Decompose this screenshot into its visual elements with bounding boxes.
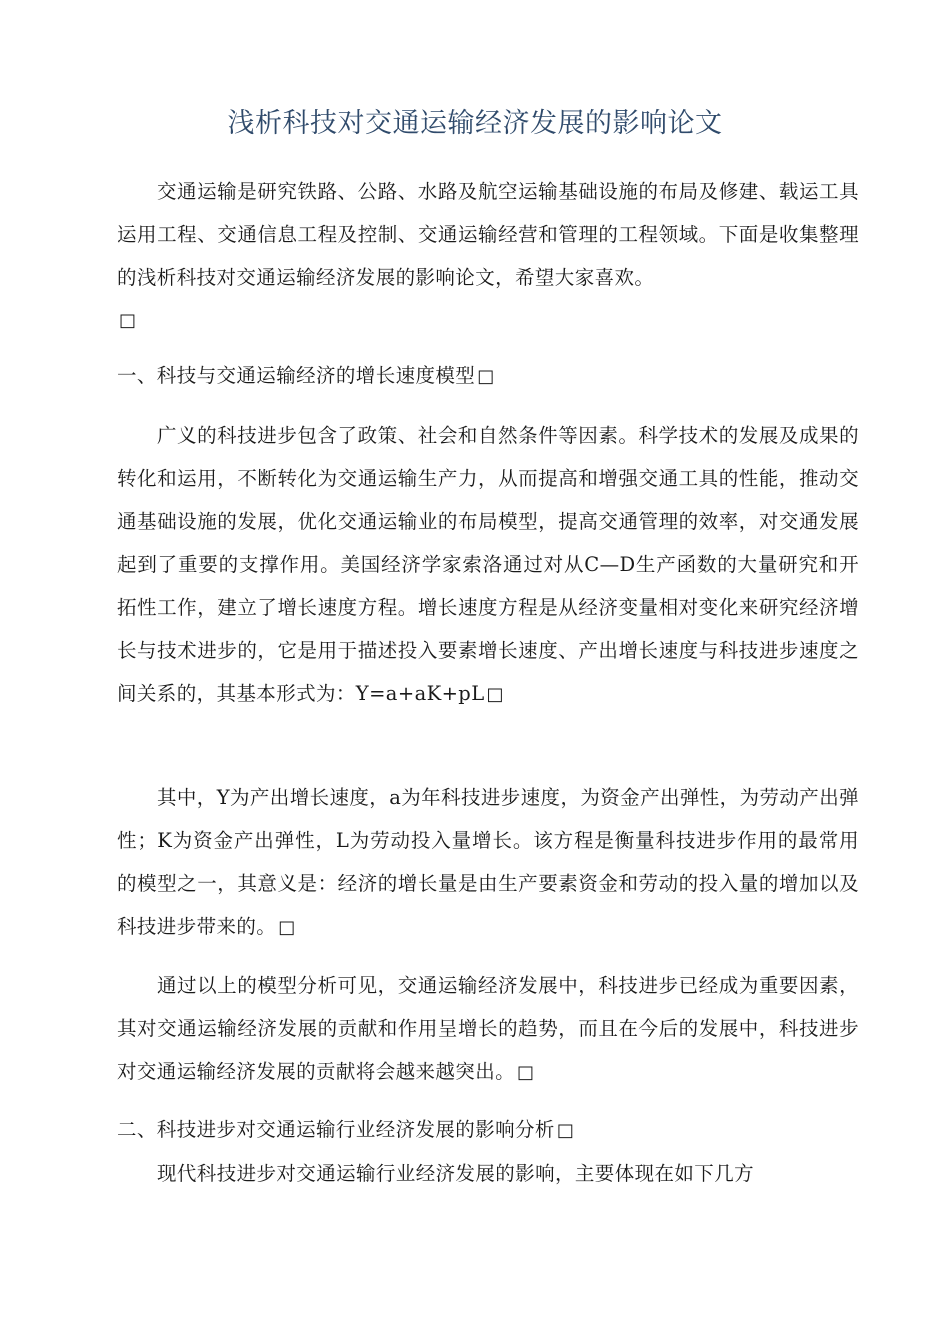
section1-paragraph-2-text: 其中，Y为产出增长速度，a为年科技进步速度，为资金产出弹性，为劳动产出弹性；K为资金产出弹性，L为劳动投入量增长。该方程是衡量科技进步作用的最常用的模型之一，其意义是：经济的增长量是由生产要素资金和劳动的投入量的增加以及科技进步带来的。 bbox=[117, 786, 859, 938]
section1-paragraph-2 bbox=[117, 776, 859, 949]
section-heading-2 bbox=[117, 1108, 859, 1152]
section2-paragraph-1-text: 现代科技进步对交通运输行业经济发展的影响，主要体现在如下几方 bbox=[157, 1162, 755, 1185]
paragraph-marker: □ bbox=[556, 1120, 575, 1141]
section1-paragraph-3-text: 通过以上的模型分析可见，交通运输经济发展中，科技进步已经成为重要因素，其对交通运输经济发展的贡献和作用呈增长的趋势，而且在今后的发展中，科技进步对交通运输经济发展的贡献将会越来越突出。 bbox=[117, 974, 859, 1083]
section1-paragraph-3 bbox=[117, 964, 859, 1094]
section-heading-2-text: 二、科技进步对交通运输行业经济发展的影响分析 bbox=[117, 1118, 555, 1141]
paragraph-marker: □ bbox=[477, 366, 495, 387]
section1-paragraph-1 bbox=[117, 414, 859, 716]
document-title: 浅析科技对交通运输经济发展的影响论文 bbox=[227, 108, 723, 139]
section-heading-1-text: 一、科技与交通运输经济的增长速度模型 bbox=[117, 364, 476, 387]
intro-text: 交通运输是研究铁路、公路、水路及航空运输基础设施的布局及修建、载运工具运用工程、交通信息工程及控制、交通运输经营和管理的工程领域。下面是收集整理的浅析科技对交通运输经济发展的影响论文，希望大家喜欢。 bbox=[117, 180, 859, 289]
section-heading-1 bbox=[117, 354, 859, 398]
section2-paragraph-1 bbox=[117, 1152, 859, 1195]
paragraph-marker: □ bbox=[278, 917, 296, 938]
section1-paragraph-1-text: 广义的科技进步包含了政策、社会和自然条件等因素。科学技术的发展及成果的转化和运用，不断转化为交通运输生产力，从而提高和增强交通工具的性能，推动交通基础设施的发展，优化交通运输业的布局模型，提高交通管理的效率，对交通发展起到了重要的支撑作用。美国经济学家索洛通过对从C—D生产函数的大量研究和开拓性工作，建立了增长速度方程。增长速度方程是从经济变量相对变化来研究经济增长与技术进步的，它是用于描述投入要素增长速度、产出增长速度与科技进步速度之间关系的，其基本形式为：Y=a+aK+pL bbox=[117, 424, 859, 705]
intro-paragraph bbox=[117, 170, 859, 342]
paragraph-marker: □ bbox=[517, 1062, 535, 1083]
paragraph-marker: □ bbox=[119, 310, 137, 331]
paragraph-marker: □ bbox=[486, 684, 504, 705]
